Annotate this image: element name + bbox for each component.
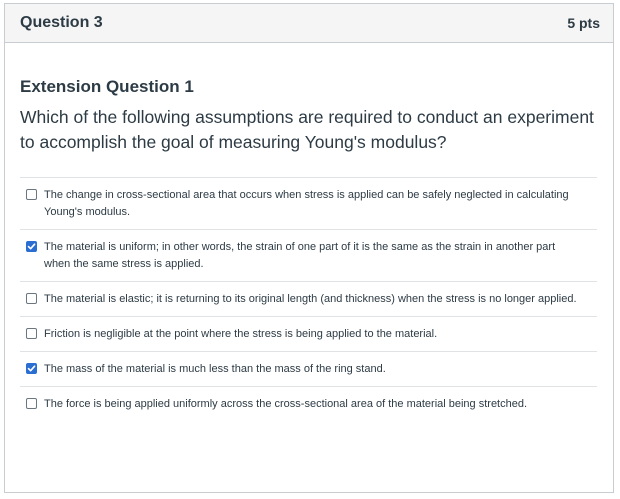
answer-label[interactable]: The mass of the material is much less than the mass of the ring stand. xyxy=(44,363,386,375)
answer-option[interactable] xyxy=(20,229,597,281)
answer-checkbox[interactable] xyxy=(26,363,37,374)
checkmark-icon xyxy=(27,364,36,373)
answer-checkbox[interactable] xyxy=(26,241,37,252)
answer-option[interactable] xyxy=(20,281,597,316)
answer-checkbox[interactable] xyxy=(26,328,37,339)
answer-checkbox[interactable] xyxy=(26,293,37,304)
answer-label[interactable]: The force is being applied uniformly across the cross-sectional area of the material being stretched. xyxy=(44,398,528,410)
answer-list xyxy=(20,177,597,421)
answer-label[interactable]: The change in cross-sectional area that occurs when stress is applied can be safely neglected in calculating Young's modulus. xyxy=(44,189,569,218)
answer-checkbox[interactable] xyxy=(26,398,37,409)
answer-label[interactable]: The material is elastic; it is returning to its original length (and thickness) when the stress is no longer applied. xyxy=(44,293,577,305)
answer-label[interactable]: The material is uniform; in other words, the strain of one part of it is the same as the strain in another part when the same stress is applied. xyxy=(44,241,556,270)
checkmark-icon xyxy=(27,242,36,251)
question-title: Question 3 xyxy=(20,14,103,31)
answer-checkbox[interactable] xyxy=(26,189,37,200)
question-card xyxy=(4,3,614,493)
answer-label[interactable]: Friction is negligible at the point where the stress is being applied to the material. xyxy=(44,328,438,340)
answer-option[interactable] xyxy=(20,316,597,351)
answer-option[interactable] xyxy=(20,177,597,229)
question-text: Which of the following assumptions are required to conduct an experiment to accomplish the goal of measuring Young's modulus? xyxy=(20,107,594,152)
extension-title: Extension Question 1 xyxy=(20,77,194,96)
answer-option[interactable] xyxy=(20,386,597,421)
answer-option[interactable] xyxy=(20,351,597,386)
question-points: 5 pts xyxy=(567,15,600,31)
question-header xyxy=(5,4,613,43)
question-body xyxy=(5,77,613,421)
